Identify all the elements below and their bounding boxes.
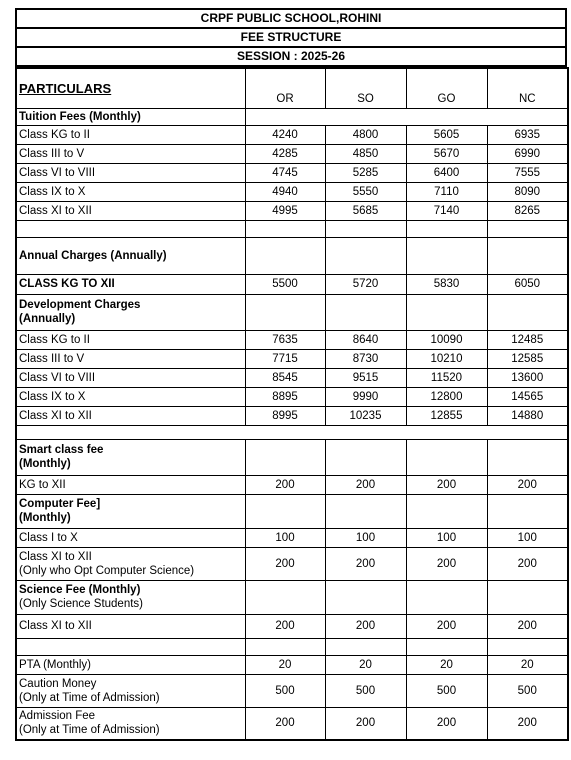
cell-so: 200 — [325, 614, 406, 638]
cell-or: 200 — [245, 547, 325, 580]
col-header-nc: NC — [487, 68, 568, 108]
row-label: Class XI to XII — [16, 201, 245, 220]
science-heading-line1: Science Fee (Monthly) — [19, 584, 141, 596]
cell-nc: 200 — [487, 707, 568, 740]
row-label — [16, 547, 245, 580]
cell-go: 5830 — [406, 274, 487, 294]
science-heading-line2: (Only Science Students) — [19, 598, 144, 610]
tuition-heading: Tuition Fees (Monthly) — [16, 108, 245, 125]
cell-nc: 12485 — [487, 330, 568, 349]
cell-nc: 13600 — [487, 368, 568, 387]
annual-heading: Annual Charges (Annually) — [16, 237, 245, 274]
smart-class-heading-line2: (Monthly) — [19, 458, 71, 470]
cell-so: 4800 — [325, 125, 406, 144]
cell-nc: 6935 — [487, 125, 568, 144]
cell-nc: 20 — [487, 655, 568, 674]
section-heading-row — [16, 294, 568, 330]
row-label: Class KG to II — [16, 125, 245, 144]
cell-so: 500 — [325, 674, 406, 707]
cell-nc: 8090 — [487, 182, 568, 201]
table-row — [16, 274, 568, 294]
cell-go: 11520 — [406, 368, 487, 387]
table-row — [16, 125, 568, 144]
section-heading-row — [16, 580, 568, 614]
column-header-row — [16, 68, 568, 108]
cell-so: 5285 — [325, 163, 406, 182]
development-heading-line2: (Annually) — [19, 313, 76, 325]
computer-heading-line1: Computer Fee] — [19, 498, 101, 510]
cell-or: 8545 — [245, 368, 325, 387]
cell-or: 20 — [245, 655, 325, 674]
empty-cell — [245, 108, 568, 125]
cell-so: 8640 — [325, 330, 406, 349]
cell-or: 8995 — [245, 406, 325, 425]
table-row — [16, 182, 568, 201]
particulars-header: PARTICULARS — [16, 68, 245, 108]
cell-so: 200 — [325, 707, 406, 740]
cell-go: 200 — [406, 707, 487, 740]
table-row — [16, 475, 568, 494]
row-label-line1: Admission Fee — [19, 710, 96, 723]
cell-so: 5720 — [325, 274, 406, 294]
cell-nc: 200 — [487, 475, 568, 494]
school-name: CRPF PUBLIC SCHOOL,ROHINI — [15, 8, 567, 27]
row-label-line2: (Only at Time of Admission) — [19, 691, 160, 704]
section-heading-row — [16, 439, 568, 475]
col-header-or: OR — [245, 68, 325, 108]
computer-heading-line2: (Monthly) — [19, 512, 71, 524]
table-row — [16, 655, 568, 674]
cell-or: 4285 — [245, 144, 325, 163]
row-label: Class IX to X — [16, 182, 245, 201]
cell-or: 200 — [245, 475, 325, 494]
cell-go: 500 — [406, 674, 487, 707]
cell-go: 20 — [406, 655, 487, 674]
row-label — [16, 707, 245, 740]
row-label: Class KG to II — [16, 330, 245, 349]
table-row — [16, 707, 568, 740]
cell-or: 200 — [245, 707, 325, 740]
cell-nc: 500 — [487, 674, 568, 707]
cell-nc: 6050 — [487, 274, 568, 294]
cell-go: 200 — [406, 475, 487, 494]
section-heading-row — [16, 494, 568, 528]
cell-go: 5670 — [406, 144, 487, 163]
cell-go: 10210 — [406, 349, 487, 368]
row-label: CLASS KG TO XII — [16, 274, 245, 294]
row-label: Class VI to VIII — [16, 163, 245, 182]
science-heading — [16, 580, 245, 614]
cell-so: 9515 — [325, 368, 406, 387]
session-label: SESSION : 2025-26 — [15, 46, 567, 67]
row-label: PTA (Monthly) — [16, 655, 245, 674]
document-title: FEE STRUCTURE — [15, 27, 567, 46]
cell-go: 7110 — [406, 182, 487, 201]
section-heading-row — [16, 237, 568, 274]
table-row — [16, 349, 568, 368]
cell-go: 7140 — [406, 201, 487, 220]
smart-class-heading — [16, 439, 245, 475]
table-row — [16, 330, 568, 349]
cell-nc: 200 — [487, 547, 568, 580]
row-label: Class VI to VIII — [16, 368, 245, 387]
spacer-row — [16, 638, 568, 655]
row-label: Class III to V — [16, 144, 245, 163]
cell-go: 12800 — [406, 387, 487, 406]
row-label: Class XI to XII — [16, 406, 245, 425]
cell-or: 4745 — [245, 163, 325, 182]
spacer-row — [16, 220, 568, 237]
cell-or: 5500 — [245, 274, 325, 294]
cell-or: 200 — [245, 614, 325, 638]
cell-so: 9990 — [325, 387, 406, 406]
row-label: Class III to V — [16, 349, 245, 368]
cell-nc: 200 — [487, 614, 568, 638]
cell-so: 4850 — [325, 144, 406, 163]
cell-so: 200 — [325, 547, 406, 580]
cell-go: 5605 — [406, 125, 487, 144]
cell-or: 500 — [245, 674, 325, 707]
table-row — [16, 674, 568, 707]
col-header-so: SO — [325, 68, 406, 108]
section-heading-row — [16, 108, 568, 125]
row-label-line2: (Only who Opt Computer Science) — [19, 564, 195, 577]
cell-nc: 8265 — [487, 201, 568, 220]
spacer-row — [16, 425, 568, 439]
cell-or: 8895 — [245, 387, 325, 406]
cell-or: 4240 — [245, 125, 325, 144]
row-label-line1: Caution Money — [19, 677, 97, 690]
table-row — [16, 528, 568, 547]
cell-so: 5685 — [325, 201, 406, 220]
table-row — [16, 144, 568, 163]
cell-so: 20 — [325, 655, 406, 674]
table-row — [16, 614, 568, 638]
row-label-line2: (Only at Time of Admission) — [19, 724, 160, 737]
cell-nc: 6990 — [487, 144, 568, 163]
row-label — [16, 674, 245, 707]
cell-so: 5550 — [325, 182, 406, 201]
cell-nc: 100 — [487, 528, 568, 547]
table-row — [16, 163, 568, 182]
cell-or: 7715 — [245, 349, 325, 368]
table-row — [16, 387, 568, 406]
row-label-line1: Class XI to XII — [19, 550, 92, 563]
cell-go: 10090 — [406, 330, 487, 349]
row-label: Class IX to X — [16, 387, 245, 406]
table-row — [16, 547, 568, 580]
cell-go: 12855 — [406, 406, 487, 425]
computer-heading — [16, 494, 245, 528]
cell-so: 8730 — [325, 349, 406, 368]
table-row — [16, 201, 568, 220]
cell-so: 100 — [325, 528, 406, 547]
cell-or: 4995 — [245, 201, 325, 220]
cell-or: 7635 — [245, 330, 325, 349]
cell-go: 200 — [406, 614, 487, 638]
col-header-go: GO — [406, 68, 487, 108]
fee-table — [15, 67, 569, 741]
table-row — [16, 406, 568, 425]
cell-go: 6400 — [406, 163, 487, 182]
cell-or: 4940 — [245, 182, 325, 201]
table-row — [16, 368, 568, 387]
cell-go: 200 — [406, 547, 487, 580]
row-label: KG to XII — [16, 475, 245, 494]
smart-class-heading-line1: Smart class fee — [19, 444, 104, 456]
cell-nc: 12585 — [487, 349, 568, 368]
cell-nc: 14880 — [487, 406, 568, 425]
development-heading-line1: Development Charges — [19, 299, 141, 311]
cell-so: 10235 — [325, 406, 406, 425]
cell-nc: 14565 — [487, 387, 568, 406]
cell-so: 200 — [325, 475, 406, 494]
row-label: Class XI to XII — [16, 614, 245, 638]
development-heading — [16, 294, 245, 330]
cell-go: 100 — [406, 528, 487, 547]
cell-nc: 7555 — [487, 163, 568, 182]
cell-or: 100 — [245, 528, 325, 547]
row-label: Class I to X — [16, 528, 245, 547]
fee-structure-sheet — [15, 8, 567, 741]
